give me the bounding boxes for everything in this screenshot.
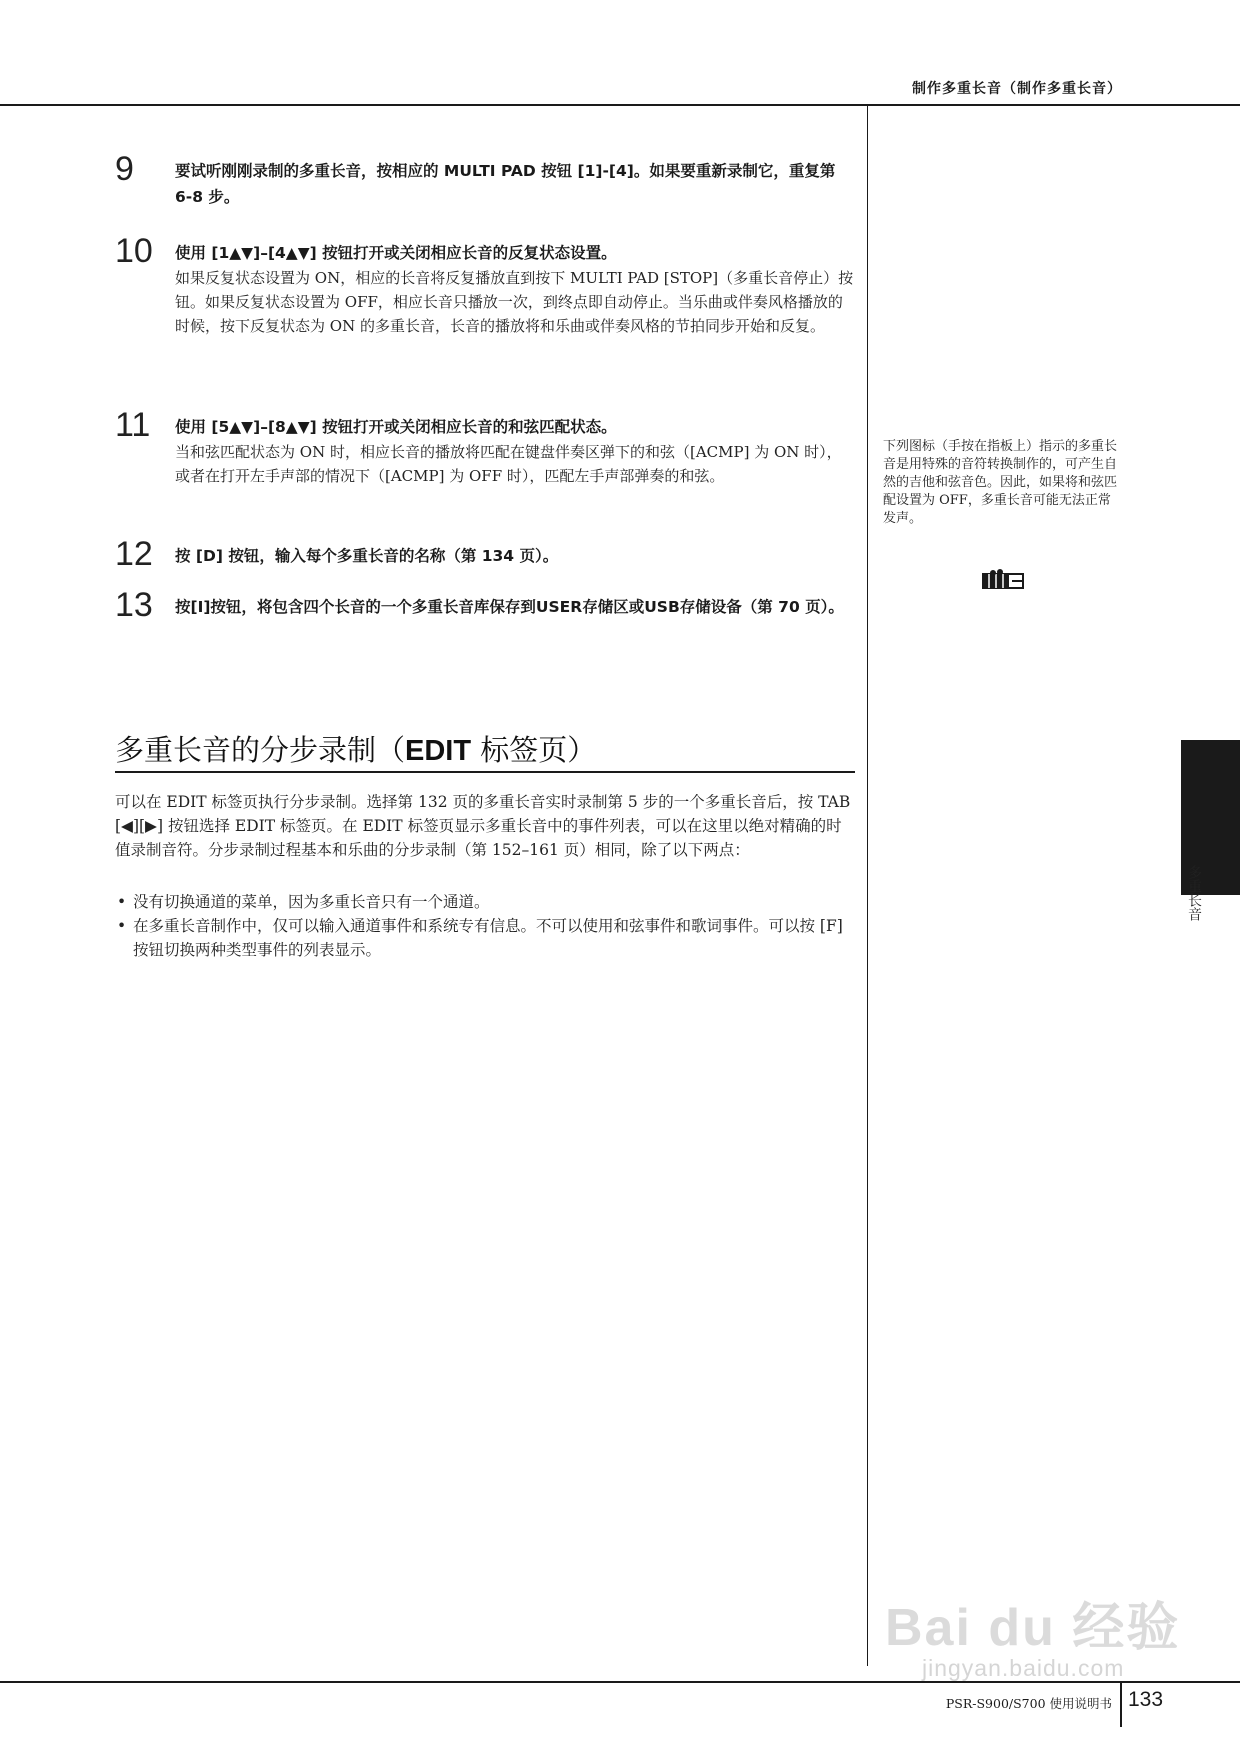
section-heading-prefix: 多重长音的分步录制（ (115, 733, 406, 767)
footer-separator (1120, 1683, 1122, 1727)
step-number: 9 (115, 150, 134, 188)
margin-note: 下列图标（手按在指板上）指示的多重长音是用特殊的音符转换制作的，可产生自然的吉他和弦音色。因此，如果将和弦匹配设置为 OFF，多重长音可能无法正常发声。 (883, 439, 1118, 526)
step-instruction: 按 [D] 按钮，输入每个多重长音的名称（第 134 页）。 (175, 547, 559, 565)
step-13 (115, 586, 855, 624)
hand-on-fretboard-icon (982, 568, 1024, 594)
section-rule (115, 771, 855, 773)
bullet-icon: • (117, 893, 127, 911)
chapter-tab-label: 多重长音 (1186, 865, 1202, 921)
page-number: 133 (1128, 1688, 1164, 1711)
step-instruction: 使用 [1▲▼]–[4▲▼] 按钮打开或关闭相应长音的反复状态设置。 (175, 244, 617, 262)
margin-divider (867, 106, 868, 1666)
step-detail: 当和弦匹配状态为 ON 时，相应长音的播放将匹配在键盘伴奏区弹下的和弦（[ACMP] 为 ON 时），或者在打开左手声部的情况下（[ACMP] 为 OFF 时），匹配左手声部弹奏的和弦。 (175, 443, 842, 485)
section-heading-edit: EDIT (405, 735, 472, 767)
step-9 (115, 150, 855, 210)
list-item-text: 在多重长音制作中，仅可以输入通道事件和系统专有信息。不可以使用和弦事件和歌词事件。可以按 [F] 按钮切换两种类型事件的列表显示。 (133, 917, 843, 959)
section-heading-suffix: 标签页） (471, 733, 597, 767)
step-instruction: 要试听刚刚录制的多重长音，按相应的 MULTI PAD 按钮 [1]-[4]。如果要重新录制它，重复第 6-8 步。 (175, 162, 836, 206)
step-instruction: 使用 [5▲▼]–[8▲▼] 按钮打开或关闭相应长音的和弦匹配状态。 (175, 418, 617, 436)
bullet-list (115, 890, 855, 962)
footer-manual-title: PSR-S900/S700 使用说明书 (945, 1696, 1112, 1711)
step-detail: 如果反复状态设置为 ON，相应的长音将反复播放直到按下 MULTI PAD [STOP]（多重长音停止）按钮。如果反复状态设置为 OFF，相应长音只播放一次，到终点即自动停止。当乐曲或伴奏风格播放的时候，按下反复状态为 ON 的多重长音，长音的播放将和乐曲或伴奏风格的节拍同步开始和反复。 (175, 269, 854, 335)
step-instruction: 按[I]按钮，将包含四个长音的一个多重长音库保存到USER存储区或USB存储设备（第 70 页）。 (175, 598, 844, 616)
list-item (115, 890, 855, 914)
step-number: 12 (115, 535, 153, 573)
footer-rule (0, 1681, 1240, 1683)
list-item-text: 没有切换通道的菜单，因为多重长音只有一个通道。 (133, 893, 490, 911)
running-header: 制作多重长音（制作多重长音） (912, 81, 1122, 97)
step-11 (115, 406, 855, 488)
bullet-icon: • (117, 917, 127, 935)
step-12 (115, 535, 855, 573)
step-number: 10 (115, 232, 153, 270)
step-10 (115, 232, 855, 338)
watermark-url: jingyan.baidu.com (922, 1655, 1125, 1681)
header-rule (0, 104, 1240, 106)
section-heading (115, 728, 596, 769)
list-item (115, 914, 855, 962)
watermark-logo: Bai du 经验 (885, 1599, 1181, 1657)
section-paragraph: 可以在 EDIT 标签页执行分步录制。选择第 132 页的多重长音实时录制第 5 步的一个多重长音后，按 TAB [◀][▶] 按钮选择 EDIT 标签页。在 EDIT 标签页显示多重长音中的事件列表，可以在这里以绝对精确的时值录制音符。分步录制过程基本和乐曲的分步录制（第 152–161 页）相同，除了以下两点： (115, 793, 851, 859)
step-number: 13 (115, 586, 153, 624)
step-number: 11 (115, 406, 151, 444)
